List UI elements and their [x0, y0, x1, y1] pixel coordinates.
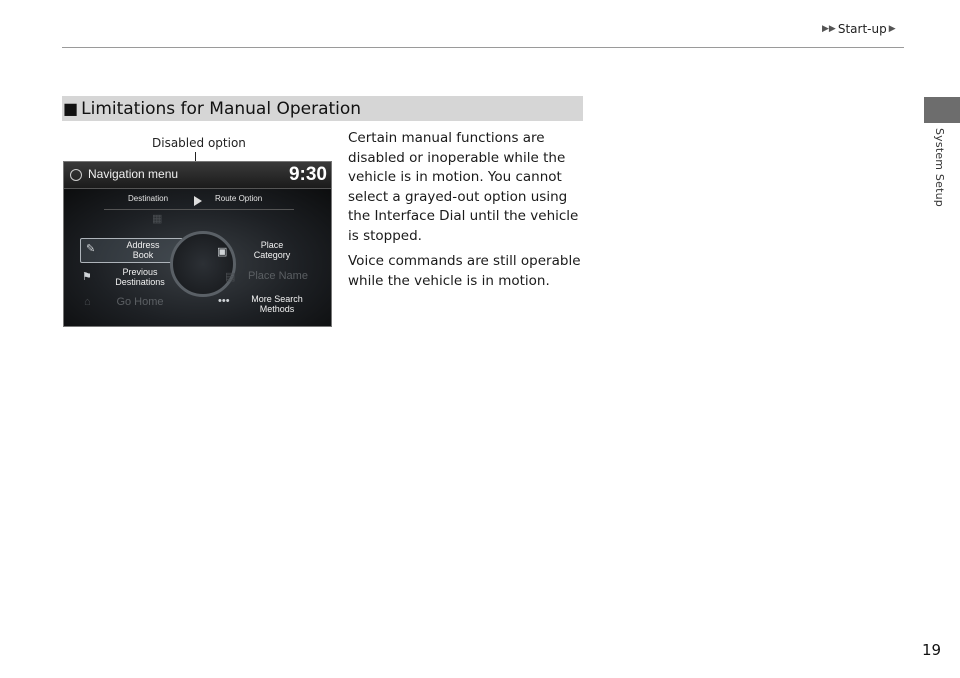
- chapter-tab: [924, 97, 960, 123]
- place-name-item-disabled: Place Name: [248, 270, 308, 282]
- body-paragraph: Voice commands are still operable while the vehicle is in motion.: [348, 253, 581, 289]
- home-grayed-icon: ⌂: [84, 296, 91, 308]
- screen-clock: 9:30: [288, 164, 327, 185]
- section-heading: [62, 96, 583, 121]
- interface-dial-graphic: [170, 231, 236, 297]
- chapter-label: System Setup: [933, 128, 946, 207]
- body-text: [348, 129, 584, 297]
- address-book-line: Address: [126, 240, 160, 250]
- screen-header: [64, 162, 331, 189]
- place-category-line: Category: [253, 250, 291, 260]
- header-rule: [62, 47, 904, 48]
- more-search-line: More Search: [251, 294, 303, 304]
- page-number: 19: [922, 641, 942, 659]
- breadcrumb-arrow-icon: ▶: [888, 24, 896, 34]
- place-category-item: [244, 240, 300, 260]
- tab-arrow-icon: [194, 196, 202, 206]
- go-home-item-disabled: Go Home: [116, 296, 164, 308]
- body-paragraph: Certain manual functions are disabled or inoperable while the vehicle is in motion. You cannot select a grayed-out option using the Interface Dial until the vehicle is stopped.: [348, 130, 579, 244]
- tab-destination: Destination: [128, 194, 169, 203]
- screen-body: [64, 189, 331, 326]
- grayed-icon: ▤: [225, 271, 236, 283]
- address-book-icon: ✎: [86, 243, 96, 255]
- screen-title: Navigation menu: [88, 167, 179, 181]
- address-book-item: [116, 240, 170, 260]
- breadcrumb-arrows-icon: ▶▶: [822, 24, 836, 34]
- breadcrumb-section: Start-up: [837, 22, 887, 36]
- previous-destinations-line: Destinations: [115, 277, 165, 287]
- more-search-methods-item: [244, 294, 310, 314]
- place-category-line: Place: [260, 240, 284, 250]
- place-category-icon: ▣: [217, 246, 228, 258]
- more-dots-icon: •••: [218, 295, 230, 307]
- breadcrumb: [822, 22, 896, 36]
- section-marker-icon: ■: [63, 99, 79, 118]
- section-title: Limitations for Manual Operation: [81, 98, 362, 119]
- callout-label: Disabled option: [152, 136, 246, 150]
- checkered-flag-icon: ⚑: [82, 271, 92, 283]
- previous-destinations-line: Previous: [122, 267, 158, 277]
- address-book-line: Book: [132, 250, 154, 260]
- home-icon: [70, 169, 82, 181]
- previous-destinations-item: [102, 267, 178, 287]
- more-search-line: Methods: [259, 304, 295, 314]
- navigation-screen-image: [63, 161, 332, 327]
- tab-route-option: Route Option: [215, 194, 263, 203]
- grayed-icon: ▦: [152, 213, 163, 225]
- tab-divider: [104, 209, 294, 210]
- screen-tabs: [64, 194, 331, 208]
